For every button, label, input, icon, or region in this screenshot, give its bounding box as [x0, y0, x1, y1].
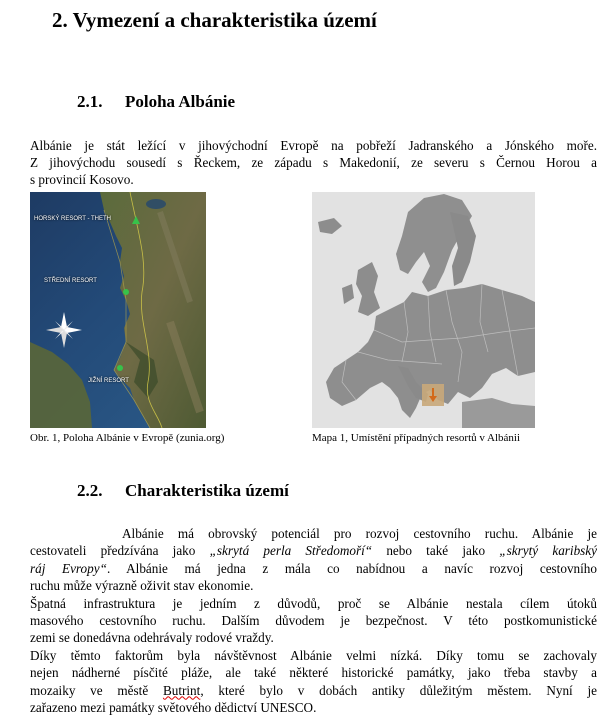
- text-line: [30, 682, 597, 699]
- text-line: Špatná infrastruktura je jedním z důvodů, proč se Albánie nestala cílem útoků: [30, 595, 597, 611]
- map-label-south: JIŽNÍ RESORT: [88, 378, 129, 384]
- quote-caribbean-start: „skrytý karibský: [499, 543, 598, 559]
- text-line: masového cestovního ruchu. Dalším důvodem je bezpečnost. V této postkomunistické: [30, 613, 597, 629]
- text-line: nejen nádherné písčité pláže, ale také některé historické památky, jako třeba stavby a: [30, 665, 597, 681]
- section-title: Poloha Albánie: [125, 92, 236, 111]
- intro-paragraph: [30, 138, 597, 188]
- text-line: ruchu může výrazně oživit stav ekonomie.: [30, 578, 254, 594]
- text-fragment: , které bylo v dobách antiky důležitým městem. Nyní je: [200, 682, 597, 698]
- text-line: [30, 560, 597, 577]
- text-fragment: cestovateli předzívána jako: [30, 543, 210, 559]
- spellcheck-word-butrint: Butrint: [162, 682, 201, 698]
- figure-caption-europe: Mapa 1, Umístění případných resortů v Albánii: [312, 432, 521, 444]
- text-line: Albánie má obrovský potenciál pro rozvoj cestovního ruchu. Albánie je: [122, 526, 597, 541]
- figure-caption-satellite: Obr. 1, Poloha Albánie v Evropě (zunia.org): [30, 432, 225, 444]
- albania-satellite-map: [30, 192, 206, 428]
- text-fragment: . Albánie má jedna z mála co nabídnou a navíc rozvoj cestovního: [106, 560, 597, 576]
- text-line: [30, 542, 597, 559]
- body-paragraphs: [30, 525, 597, 716]
- map-label-north: HORSKÝ RESORT - THETH: [34, 216, 112, 222]
- section-number: 2.2.: [77, 481, 103, 500]
- text-line: Z jihovýchodu sousedí s Řeckem, ze západu s Makedonií, ze severu s Černou Horou a: [30, 154, 597, 170]
- text-line: zařazeno mezi památky světového dědictví UNESCO.: [30, 700, 317, 716]
- europe-map: [312, 192, 535, 428]
- page-heading: 2. Vymezení a charakteristika území: [52, 8, 377, 32]
- text-line: zemi se donedávna odehrávaly rodové vraždy.: [30, 630, 274, 646]
- text-line: s provincií Kosovo.: [30, 171, 134, 187]
- section-title: Charakteristika území: [125, 481, 289, 500]
- quote-hidden-pearl: „skrytá perla Středomoří“: [209, 543, 373, 559]
- section-heading-poloha: [77, 92, 235, 112]
- text-line: Díky těmto faktorům byla návštěvnost Albánie velmi nízká. Díky tomu se zachovaly: [30, 647, 597, 663]
- section-heading-charakteristika: [77, 481, 289, 501]
- map-label-middle: STŘEDNÍ RESORT: [44, 278, 97, 284]
- quote-caribbean-end: ráj Evropy“: [30, 560, 107, 576]
- text-line: Albánie je stát ležící v jihovýchodní Evropě na pobřeží Jadranského a Jónského moře.: [30, 138, 597, 153]
- text-fragment: nebo také jako: [372, 543, 500, 559]
- section-number: 2.1.: [77, 92, 103, 111]
- text-fragment: mozaiky ve městě: [30, 682, 163, 698]
